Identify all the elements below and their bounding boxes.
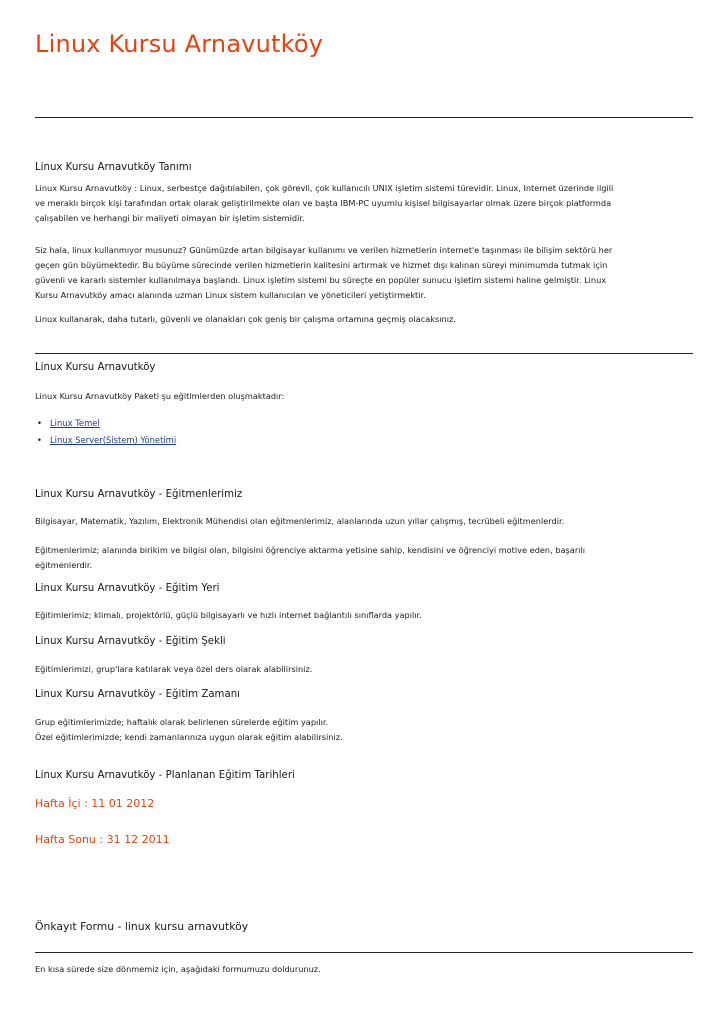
paragraph-line: güvenli ve kararlı sistemler kullanılmaya başlandı. Linux işletim sistemi bu süreçte en popüler sunucu işletim sistemi haline gelmiştir. Linux — [35, 275, 607, 285]
divider — [35, 117, 693, 118]
paragraph-line: Siz hala, linux kullanmıyor musunuz? Günümüzde artan bilgisayar kullanımı ve verilen hizmetlerin internet'e taşınması ile bilişim sektörü her — [35, 245, 613, 255]
format-paragraph: Eğitimlerimizi, grup'lara katılarak veya özel ders olarak alabilirsiniz. — [35, 664, 313, 674]
list-item — [37, 416, 100, 431]
instructors-paragraph-2 — [35, 543, 585, 573]
paragraph-line: ve meraklı birçok kişi tarafından ortak olarak geliştirilmekte olan ve başta IBM-PC uyumlu kişisel bilgisayarlar olmak üzere birçok platformda — [35, 198, 612, 208]
bullet-icon: • — [37, 418, 42, 428]
divider — [35, 353, 693, 354]
instructors-paragraph-1: Bilgisayar, Matematik, Yazılım, Elektronik Mühendisi olan eğitmenlerimiz, alanlarında uzun yıllar çalışmış, tecrübeli eğitmenlerdir. — [35, 516, 565, 526]
weekend-date: Hafta Sonu : 31 12 2011 — [35, 833, 170, 846]
paragraph-line: Linux Kursu Arnavutköy : Linux, serbestçe dağıtılabilen, çok görevli, çok kullanıcılı UNIX işletim sistemi türevidir. Linux, Internet üzerinde ilgili — [35, 183, 614, 193]
list-item — [37, 433, 176, 448]
form-heading: Önkayıt Formu - linux kursu arnavutköy — [35, 920, 249, 933]
definition-paragraph — [35, 181, 613, 226]
section-heading-dates: Linux Kursu Arnavutköy - Planlanan Eğitim Tarihleri — [35, 770, 295, 781]
benefit-paragraph: Linux kullanarak, daha tutarlı, güvenli ve olanakları çok geniş bir çalışma ortamına geçmiş olacaksınız. — [35, 314, 456, 324]
section-heading-course: Linux Kursu Arnavutköy — [35, 362, 156, 373]
course-intro: Linux Kursu Arnavutköy Paketi şu eğitimlerden oluşmaktadır: — [35, 391, 285, 401]
paragraph-line: eğitmenlerdir. — [35, 560, 93, 570]
section-heading-format: Linux Kursu Arnavutköy - Eğitim Şekli — [35, 636, 226, 647]
page-title: Linux Kursu Arnavutköy — [35, 30, 324, 58]
section-heading-definition: Linux Kursu Arnavutköy Tanımı — [35, 162, 192, 173]
paragraph-line: geçen gün büyümektedir. Bu büyüme sürecinde verilen hizmetlerin kalitesini artırmak ve hizmet dışı kalınan süreyi minimumda tutmak için — [35, 260, 608, 270]
paragraph-line: çalışabilen ve herhangi bir maliyeti olmayan bir işletim sistemidir. — [35, 213, 305, 223]
form-intro: En kısa sürede size dönmemiz için, aşağıdaki formumuzu doldurunuz. — [35, 964, 321, 974]
divider — [35, 952, 693, 953]
schedule-paragraph — [35, 715, 343, 745]
paragraph-line: Kursu Arnavutköy amacı alanında uzman Linux sistem kullanıcıları ve yöneticileri yetiştirmektir. — [35, 290, 426, 300]
paragraph-line: Grup eğitimlerimizde; haftalık olarak belirlenen sürelerde eğitim yapılır. — [35, 717, 329, 727]
section-heading-location: Linux Kursu Arnavutköy - Eğitim Yeri — [35, 583, 220, 594]
location-paragraph: Eğitimlerimiz; klimalı, projektörlü, güçlü bilgisayarlı ve hızlı internet bağlantılı sınıflarda yapılır. — [35, 610, 422, 620]
why-linux-paragraph — [35, 243, 612, 303]
paragraph-line: Özel eğitimlerimizde; kendi zamanlarınıza uygun olarak eğitim alabilirsiniz. — [35, 732, 343, 742]
section-heading-schedule: Linux Kursu Arnavutköy - Eğitim Zamanı — [35, 689, 241, 700]
link-linux-temel[interactable]: Linux Temel — [50, 418, 100, 428]
section-heading-instructors: Linux Kursu Arnavutköy - Eğitmenlerimiz — [35, 489, 243, 500]
weekday-date: Hafta İçi : 11 01 2012 — [35, 797, 155, 810]
bullet-icon: • — [37, 435, 42, 445]
link-linux-server[interactable]: Linux Server(Sistem) Yönetimi — [50, 435, 177, 445]
paragraph-line: Eğitmenlerimiz; alanında birikim ve bilgisi olan, bilgisini öğrenciye aktarma yetisine sahip, kendisini ve öğrenciyi motive eden, başarılı — [35, 545, 586, 555]
